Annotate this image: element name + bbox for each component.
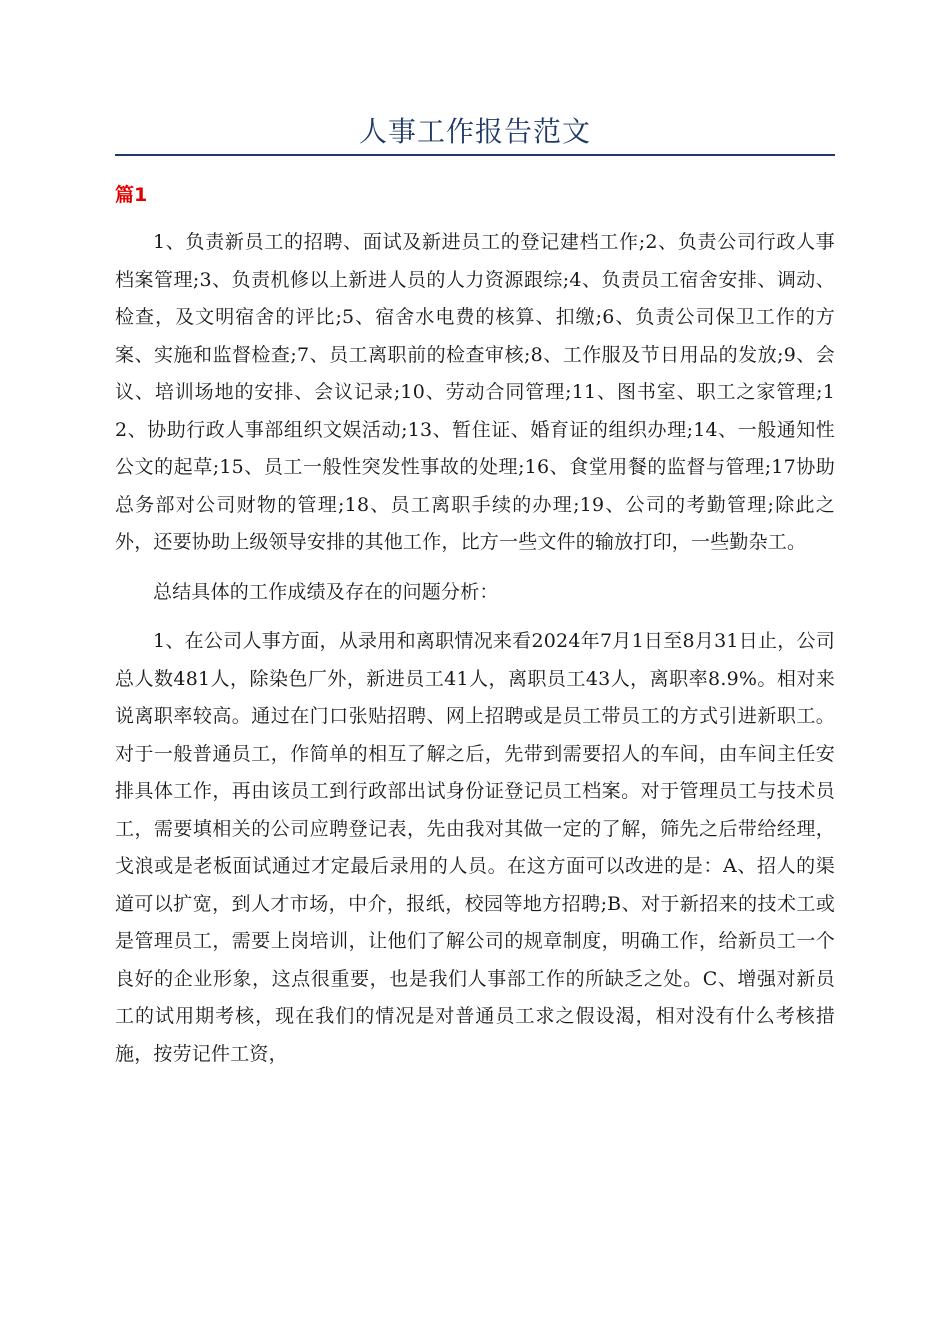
- paragraph-duties: 1、负责新员工的招聘、面试及新进员工的登记建档工作;2、负责公司行政人事档案管理;3、负责机修以上新进人员的人力资源跟综;4、负责员工宿舍安排、调动、检查，及文明宿舍的评比;5、宿舍水电费的核算、扣缴;6、负责公司保卫工作的方案、实施和监督检查;7、员工离职前的检查审核;8、工作服及节日用品的发放;9、会议、培训场地的安排、会议记录;10、劳动合同管理;11、图书室、职工之家管理;12、协助行政人事部组织文娱活动;13、暂住证、婚育证的组织办理;14、一般通知性公文的起草;15、员工一般性突发性事故的处理;16、食堂用餐的监督与管理;17协助总务部对公司财物的管理;18、员工离职手续的办理;19、公司的考勤管理;除此之外，还要协助上级领导安排的其他工作，比方一些文件的输放打印，一些勤杂工。: [115, 231, 835, 553]
- document-title: 人事工作报告范文: [358, 115, 591, 148]
- document-body: [115, 224, 835, 1073]
- paragraph-summary-intro: 总结具体的工作成绩及存在的问题分析：: [153, 580, 499, 603]
- title-divider: [115, 154, 835, 156]
- paragraph-personnel-analysis: 1、在公司人事方面，从录用和离职情况来看2024年7月1日至8月31日止，公司总人数481人，除染色厂外，新进员工41人，离职员工43人，离职率8.9%。相对来说离职率较高。通过在门口张贴招聘、网上招聘或是员工带员工的方式引进新职工。对于一般普通员工，作简单的相互了解之后，先带到需要招人的车间，由车间主任安排具体工作，再由该员工到行政部出试身份证登记员工档案。对于管理员工与技术员工，需要填相关的公司应聘登记表，先由我对其做一定的了解，筛先之后带给经理，戈浪或是老板面试通过才定最后录用的人员。在这方面可以改进的是：A、招人的渠道可以扩宽，到人才市场，中介，报纸，校园等地方招聘;B、对于新招来的技术工或是管理员工，需要上岗培训，让他们了解公司的规章制度，明确工作，给新员工一个良好的企业形象，这点很重要，也是我们人事部工作的所缺乏之处。C、增强对新员工的试用期考核，现在我们的情况是对普通员工求之假设渴，相对没有什么考核措施，按劳记件工资，: [115, 630, 835, 1065]
- section-heading: 篇1: [115, 184, 148, 206]
